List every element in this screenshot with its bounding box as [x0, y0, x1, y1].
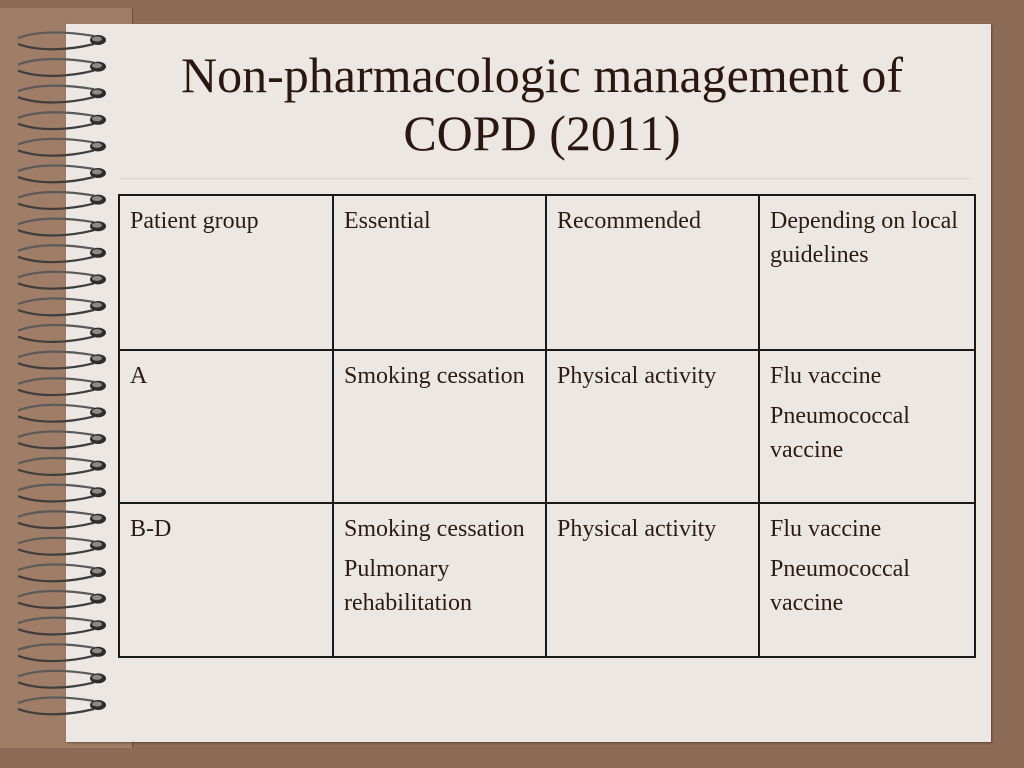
cell-local	[759, 350, 975, 503]
cell-recommended	[546, 503, 759, 657]
local-item: Pneumococcal vaccine	[770, 556, 910, 616]
binding-ring	[18, 565, 106, 582]
binding-ring	[18, 352, 106, 369]
binding-ring	[18, 538, 106, 555]
binding-ring	[18, 671, 106, 688]
slide-title	[92, 46, 992, 162]
binding-ring	[18, 511, 106, 528]
cell-essential	[333, 350, 546, 503]
essential-item: Smoking cessation	[344, 363, 525, 389]
table-row-a	[119, 350, 975, 503]
cell-recommended	[546, 350, 759, 503]
binding-ring	[18, 698, 106, 715]
cell-group: B-D	[119, 503, 333, 657]
binding-ring	[18, 432, 106, 449]
local-item: Flu vaccine	[770, 516, 882, 542]
local-item: Flu vaccine	[770, 363, 882, 389]
header-cell-essential: Essential	[333, 195, 546, 350]
binding-ring	[18, 245, 106, 262]
binding-ring	[18, 219, 106, 236]
binding-ring	[18, 272, 106, 289]
binding-ring	[18, 485, 106, 502]
binding-ring	[18, 405, 106, 422]
binding-ring	[18, 618, 106, 635]
title-line-2: COPD (2011)	[403, 105, 681, 161]
header-cell-patient-group: Patient group	[119, 195, 333, 350]
binding-ring	[18, 166, 106, 183]
cell-group: A	[119, 350, 333, 503]
local-item: Pneumococcal vaccine	[770, 403, 910, 463]
title-divider	[120, 178, 970, 179]
cell-local	[759, 503, 975, 657]
binding-ring	[18, 325, 106, 342]
binding-ring	[18, 591, 106, 608]
title-line-1: Non-pharmacologic management of	[181, 47, 903, 103]
essential-item: Smoking cessation	[344, 516, 525, 542]
binding-ring	[18, 458, 106, 475]
binding-ring	[18, 192, 106, 209]
binding-ring	[18, 378, 106, 395]
header-cell-recommended: Recommended	[546, 195, 759, 350]
recommended-item: Physical activity	[557, 363, 717, 389]
binding-ring	[18, 644, 106, 661]
recommended-item: Physical activity	[557, 516, 717, 542]
management-table	[118, 194, 976, 658]
table-row-b-d	[119, 503, 975, 657]
cell-essential	[333, 503, 546, 657]
table-header-row	[119, 195, 975, 350]
binding-ring	[18, 299, 106, 316]
header-cell-local-guidelines: Depending on local guidelines	[759, 195, 975, 350]
essential-item: Pulmonary rehabilitation	[344, 556, 472, 616]
